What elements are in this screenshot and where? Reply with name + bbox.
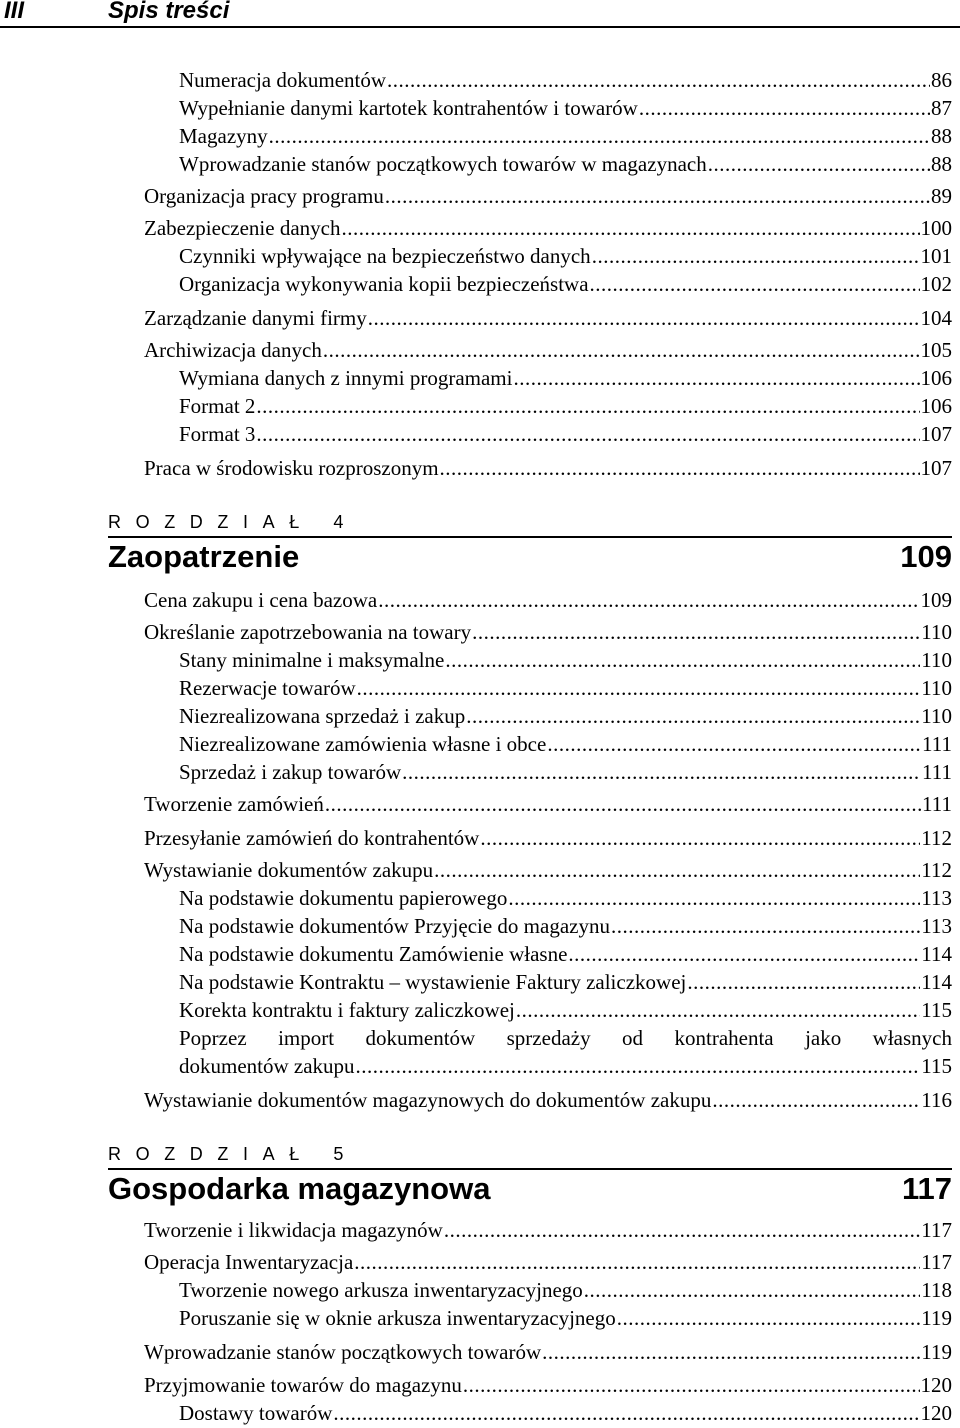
toc-page-number: 120 [920,1401,952,1425]
toc-entry-text: Poruszanie się w oknie arkusza inwentaryzacyjnego [179,1306,616,1330]
toc-entry-text: Korekta kontraktu i faktury zaliczkowej [179,998,515,1022]
toc-entry[interactable] [179,421,952,447]
toc-leader [708,151,930,177]
toc-entry[interactable] [179,675,952,701]
toc-entry[interactable] [144,215,952,241]
toc-entry[interactable] [144,1372,952,1398]
toc-leader [333,1400,919,1426]
toc-entry-text: Niezrealizowane zamówienia własne i obce [179,732,547,756]
toc-leader [590,271,920,297]
toc-entry-text: Wypełnianie danymi kartotek kontrahentów i towarów [179,96,638,120]
toc-page-number: 86 [931,68,952,92]
toc-entry-text: Tworzenie zamówień [144,792,324,816]
toc-entry-text: dokumentów zakupu [179,1054,355,1078]
toc-entry[interactable] [144,825,952,851]
chapter-title: Gospodarka magazynowa [108,1171,491,1206]
toc-entry[interactable] [144,857,952,883]
toc-leader [378,587,919,613]
chapter-label: ROZDZIAŁ 4 [108,512,359,532]
toc-leader [617,1305,921,1331]
toc-entry[interactable] [144,1249,952,1275]
toc-entry-text: Archiwizacja danych [144,338,322,362]
toc-page-number: 110 [921,704,952,728]
toc-page-number: 88 [931,152,952,176]
toc-page-number: 106 [920,366,952,390]
toc-entry[interactable] [144,337,952,363]
toc-leader [547,731,921,757]
toc-entry-text-first-line[interactable]: Poprzez import dokumentów sprzedaży od kontrahenta jako własnych [179,1026,952,1050]
toc-leader [341,215,919,241]
toc-entry[interactable] [144,183,952,209]
toc-page-number: 111 [922,792,952,816]
toc-entry[interactable] [179,647,952,673]
toc-leader [402,759,921,785]
toc-entry-text: Praca w środowisku rozproszonym [144,456,439,480]
toc-leader [354,1249,920,1275]
toc-leader [445,647,920,673]
toc-page-number: 100 [920,216,952,240]
toc-entry[interactable] [179,243,952,269]
toc-entry[interactable] [179,969,952,995]
toc-page-number: 88 [931,124,952,148]
toc-page-number: 112 [921,858,952,882]
toc-entry-text: Na podstawie Kontraktu – wystawienie Faktury zaliczkowej [179,970,687,994]
toc-entry[interactable] [179,1400,952,1426]
toc-page-number: 111 [922,760,952,784]
toc-entry[interactable] [179,885,952,911]
toc-page-number: 114 [921,942,952,966]
toc-entry-text: Określanie zapotrzebowania na towary [144,620,472,644]
toc-entry[interactable] [144,305,952,331]
toc-leader [256,421,919,447]
toc-leader [357,675,921,701]
toc-leader [434,857,920,883]
toc-entry[interactable] [144,1339,952,1365]
toc-entry-text: Na podstawie dokumentów Przyjęcie do magazynu [179,914,610,938]
toc-entry-text: Na podstawie dokumentu Zamówienie własne [179,942,568,966]
toc-page-number: 89 [931,184,952,208]
toc-entry[interactable] [179,731,952,757]
toc-page-number: 117 [921,1250,952,1274]
toc-leader [368,305,920,331]
toc-page-number: 104 [920,306,952,330]
toc-page-number: 120 [920,1373,952,1397]
toc-entry-text: Wprowadzanie stanów początkowych towarów w magazynach [179,152,707,176]
toc-leader [568,941,920,967]
toc-leader [472,619,920,645]
toc-entry-text: Przesyłanie zamówień do kontrahentów [144,826,480,850]
toc-leader [516,997,920,1023]
toc-entry-text: Rezerwacje towarów [179,676,356,700]
toc-entry[interactable] [179,67,952,93]
toc-entry[interactable] [144,791,952,817]
toc-entry-text: Czynniki wpływające na bezpieczeństwo danych [179,244,591,268]
chapter-heading[interactable] [108,538,952,576]
toc-leader [639,95,930,121]
toc-entry-text: Numeracja dokumentów [179,68,387,92]
toc-entry[interactable] [179,759,952,785]
toc-page-number: 111 [922,732,952,756]
chapter-page-number: 117 [901,1171,952,1206]
toc-entry[interactable] [179,913,952,939]
toc-page-number: 114 [921,970,952,994]
running-header [0,0,960,28]
toc-page-number: 112 [921,826,952,850]
toc-leader [542,1339,920,1365]
toc-entry-text: Tworzenie i likwidacja magazynów [144,1218,443,1242]
chapter-heading[interactable] [108,1170,952,1208]
toc-entry-text: Organizacja pracy programu [144,184,384,208]
chapter-page-number: 109 [900,539,952,574]
toc-entry[interactable] [179,1053,952,1079]
toc-page-number: 117 [921,1218,952,1242]
toc-entry-text: Cena zakupu i cena bazowa [144,588,378,612]
toc-leader [385,183,930,209]
toc-page-number: 101 [920,244,952,268]
toc-leader [463,1372,920,1398]
toc-page-number: 106 [920,394,952,418]
toc-entry-text: Format 2 [179,394,256,418]
toc-entry[interactable] [179,271,952,297]
toc-page-number: 119 [921,1340,952,1364]
toc-page-number: 110 [921,648,952,672]
toc-page-number: 87 [931,96,952,120]
toc-leader [466,703,920,729]
toc-page-number: 110 [921,620,952,644]
header-title: Spis treści [108,0,230,24]
toc-leader [592,243,920,269]
toc-leader [325,791,921,817]
toc-leader [256,393,919,419]
toc-entry[interactable] [144,455,952,481]
toc-leader [611,913,920,939]
toc-entry-text: Stany minimalne i maksymalne [179,648,445,672]
toc-leader [356,1053,921,1079]
toc-entry-text: Wystawianie dokumentów zakupu [144,858,434,882]
toc-entry[interactable] [179,365,952,391]
toc-page-number: 113 [921,914,952,938]
toc-leader [387,67,930,93]
toc-entry[interactable] [179,393,952,419]
toc-leader [480,825,920,851]
toc-entry-text: Operacja Inwentaryzacja [144,1250,354,1274]
toc-page-number: 116 [921,1088,952,1112]
toc-entry[interactable] [179,123,952,149]
toc-leader [712,1087,920,1113]
toc-entry[interactable] [179,151,952,177]
toc-entry-text: Organizacja wykonywania kopii bezpieczeństwa [179,272,589,296]
page-number: III [4,0,25,24]
toc-page-number: 115 [921,1054,952,1078]
toc-entry-text: Wymiana danych z innymi programami [179,366,513,390]
toc-entry-text: Niezrealizowana sprzedaż i zakup [179,704,466,728]
toc-entry-text: Na podstawie dokumentu papierowego [179,886,508,910]
toc-entry[interactable] [179,703,952,729]
toc-leader [440,455,920,481]
toc-page-number: 113 [921,886,952,910]
toc-page-number: 102 [920,272,952,296]
toc-entry[interactable] [144,587,952,613]
toc-entry-text: Zarządzanie danymi firmy [144,306,367,330]
chapter-label: ROZDZIAŁ 5 [108,1144,359,1164]
toc-entry-text: Zabezpieczenie danych [144,216,341,240]
toc-entry[interactable] [179,1277,952,1303]
chapter-title: Zaopatrzenie [108,539,300,574]
toc-entry[interactable] [144,1087,952,1113]
toc-entry[interactable] [179,997,952,1023]
toc-page-number: 109 [920,588,952,612]
toc-entry[interactable] [179,941,952,967]
toc-leader [269,123,930,149]
toc-page-number: 115 [921,998,952,1022]
toc-leader [444,1217,920,1243]
toc-page-number: 119 [921,1306,952,1330]
toc-entry[interactable] [144,1217,952,1243]
toc-entry[interactable] [179,95,952,121]
toc-leader [584,1277,920,1303]
toc-entry-text: Dostawy towarów [179,1401,333,1425]
toc-entry-text: Wprowadzanie stanów początkowych towarów [144,1340,542,1364]
toc-leader [323,337,920,363]
toc-entry-text: Sprzedaż i zakup towarów [179,760,402,784]
toc-leader [513,365,919,391]
toc-entry-text: Wystawianie dokumentów magazynowych do dokumentów zakupu [144,1088,712,1112]
toc-page-number: 118 [921,1278,952,1302]
toc-entry-text: Tworzenie nowego arkusza inwentaryzacyjnego [179,1278,583,1302]
toc-leader [687,969,920,995]
toc-page-number: 105 [920,338,952,362]
toc-entry[interactable] [144,619,952,645]
toc-page-number: 110 [921,676,952,700]
toc-entry[interactable] [179,1305,952,1331]
toc-page-number: 107 [920,422,952,446]
toc-page-number: 107 [920,456,952,480]
toc-entry-text: Magazyny [179,124,268,148]
toc-entry-text: Przyjmowanie towarów do magazynu [144,1373,462,1397]
toc-leader [508,885,920,911]
toc-entry-text: Format 3 [179,422,256,446]
